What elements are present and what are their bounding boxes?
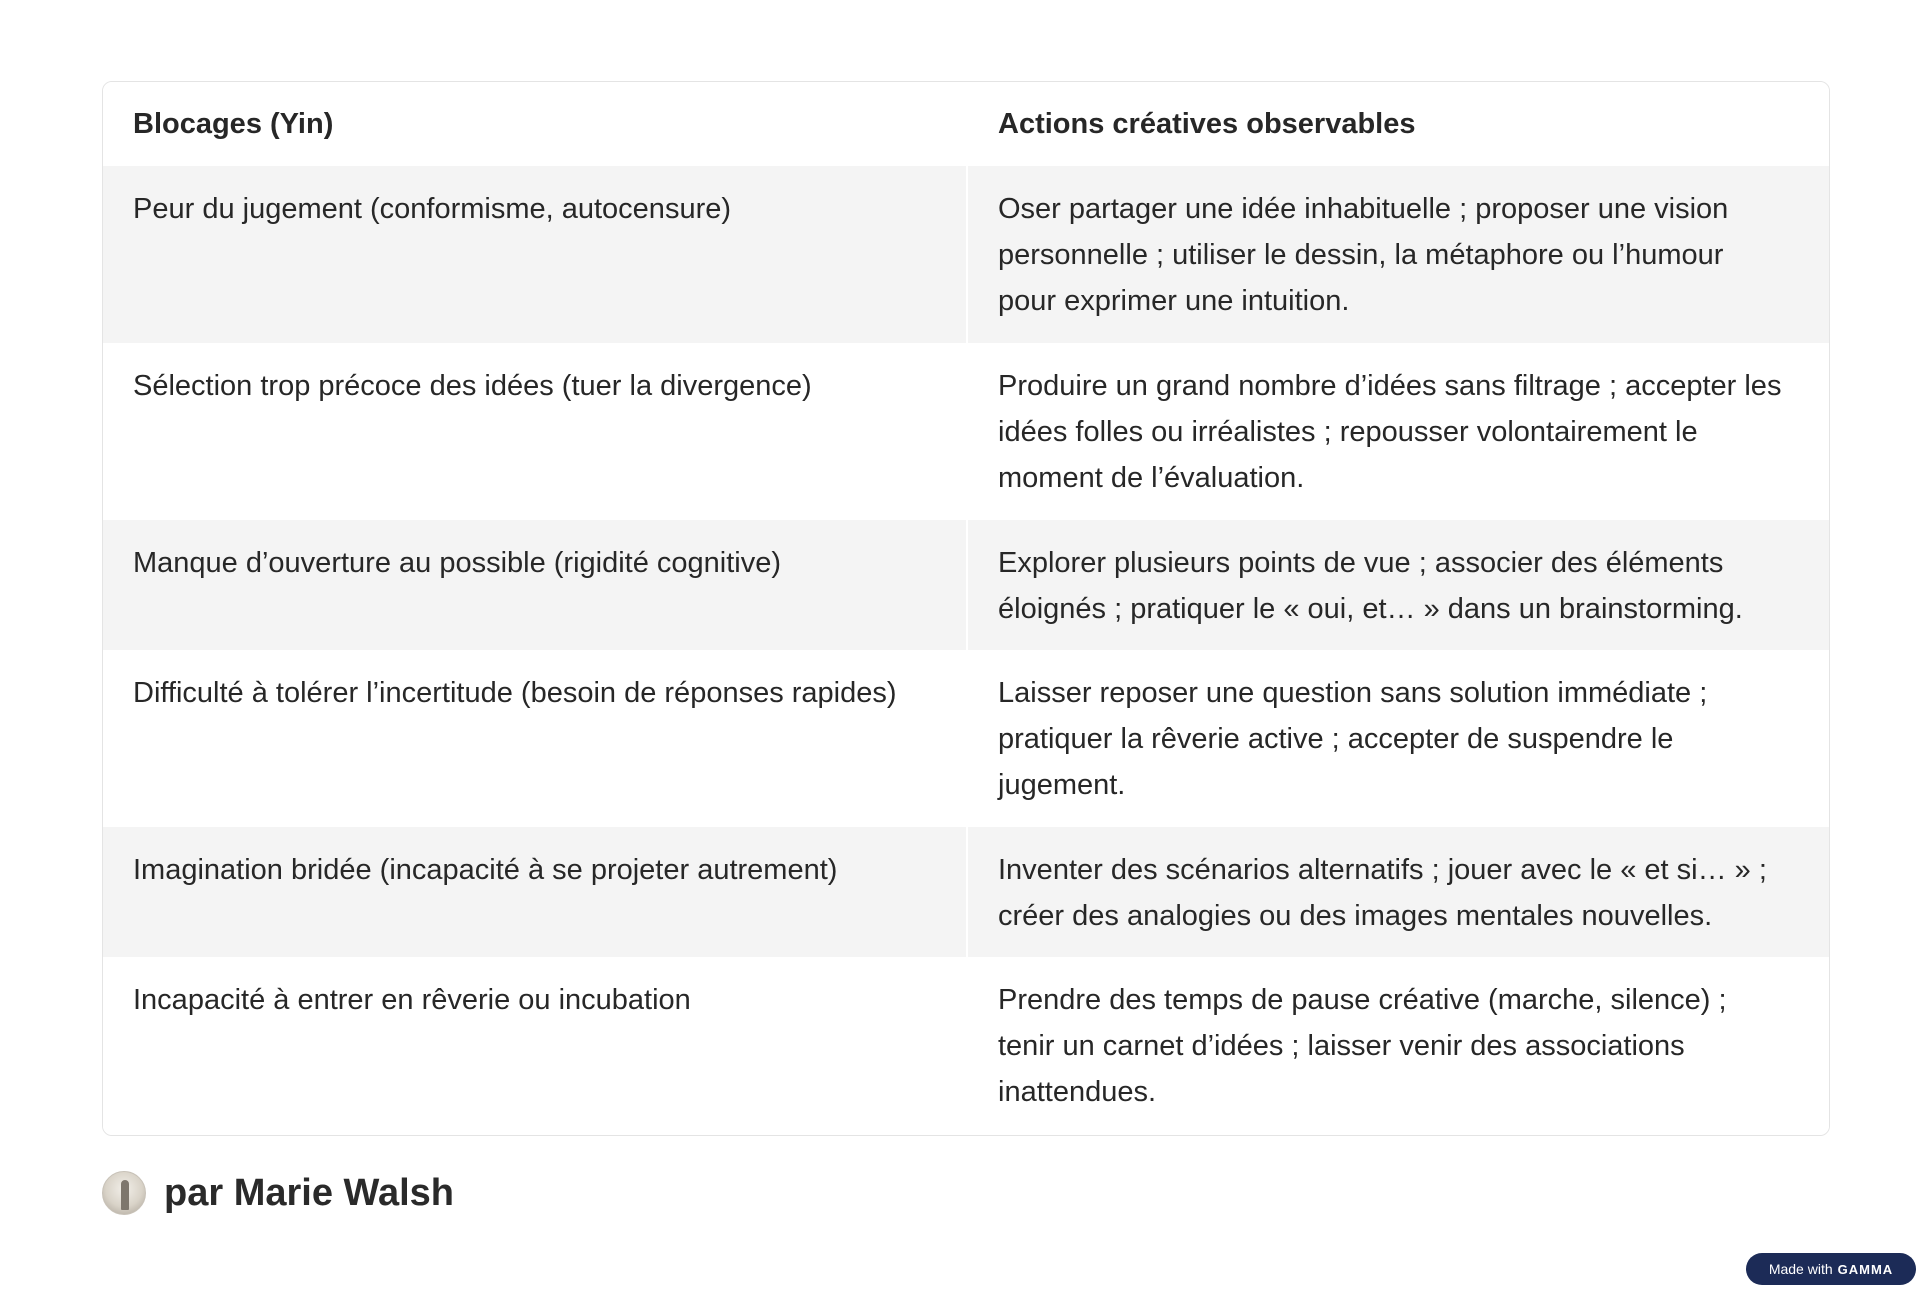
action-line: Inventer des scénarios alternatifs ; jouer avec le « et si… » ; [998, 854, 1767, 886]
action-cell [966, 343, 1829, 520]
table-row [103, 520, 1829, 650]
action-line: pratiquer la rêverie active ; accepter de suspendre le [998, 723, 1674, 755]
action-line: Oser partager une idée inhabituelle ; proposer une vision [998, 193, 1729, 225]
action-line: idées folles ou irréalistes ; repousser volontairement le [998, 416, 1698, 448]
action-line: personnelle ; utiliser le dessin, la métaphore ou l’humour [998, 239, 1724, 271]
action-line: éloignés ; pratiquer le « oui, et… » dans un brainstorming. [998, 593, 1743, 625]
action-line: moment de l’évaluation. [998, 462, 1305, 494]
blocage-cell: Sélection trop précoce des idées (tuer la divergence) [133, 370, 812, 402]
action-cell [966, 520, 1829, 650]
action-cell [966, 650, 1829, 827]
badge-brand-logo: GAMMA [1837, 1261, 1894, 1277]
column-header-actions: Actions créatives observables [966, 101, 1829, 147]
table-row [103, 957, 1829, 1135]
blocage-cell: Peur du jugement (conformisme, autocensure) [133, 193, 732, 225]
action-line: Explorer plusieurs points de vue ; associer des éléments [998, 547, 1724, 579]
action-line: pour exprimer une intuition. [998, 285, 1350, 317]
made-with-gamma-badge[interactable] [1746, 1253, 1916, 1285]
table-row [103, 166, 1829, 343]
action-line: Laisser reposer une question sans solution immédiate ; [998, 677, 1708, 709]
blockers-actions-table [102, 81, 1830, 1136]
action-line: jugement. [998, 769, 1126, 801]
table-row [103, 827, 1829, 957]
column-header-blocages: Blocages (Yin) [133, 108, 334, 140]
blocage-cell: Imagination bridée (incapacité à se projeter autrement) [133, 854, 838, 886]
action-line: Prendre des temps de pause créative (marche, silence) ; [998, 984, 1727, 1016]
author-name: par Marie Walsh [164, 1171, 455, 1214]
blocage-cell: Manque d’ouverture au possible (rigidité cognitive) [133, 547, 782, 579]
action-line: Produire un grand nombre d’idées sans filtrage ; accepter les [998, 370, 1782, 402]
author-byline [102, 1170, 454, 1216]
action-cell [966, 166, 1829, 343]
action-cell [966, 827, 1829, 957]
blocage-cell: Difficulté à tolérer l’incertitude (besoin de réponses rapides) [133, 677, 897, 709]
action-line: inattendues. [998, 1076, 1157, 1108]
action-line: créer des analogies ou des images mentales nouvelles. [998, 900, 1713, 932]
avatar [102, 1171, 146, 1215]
action-cell [966, 957, 1829, 1135]
blocage-cell: Incapacité à entrer en rêverie ou incubation [133, 984, 691, 1016]
action-line: tenir un carnet d’idées ; laisser venir des associations [998, 1030, 1685, 1062]
table-header-row [103, 82, 1829, 166]
badge-prefix: Made with [1768, 1261, 1833, 1277]
table-row [103, 650, 1829, 827]
table-row [103, 343, 1829, 520]
